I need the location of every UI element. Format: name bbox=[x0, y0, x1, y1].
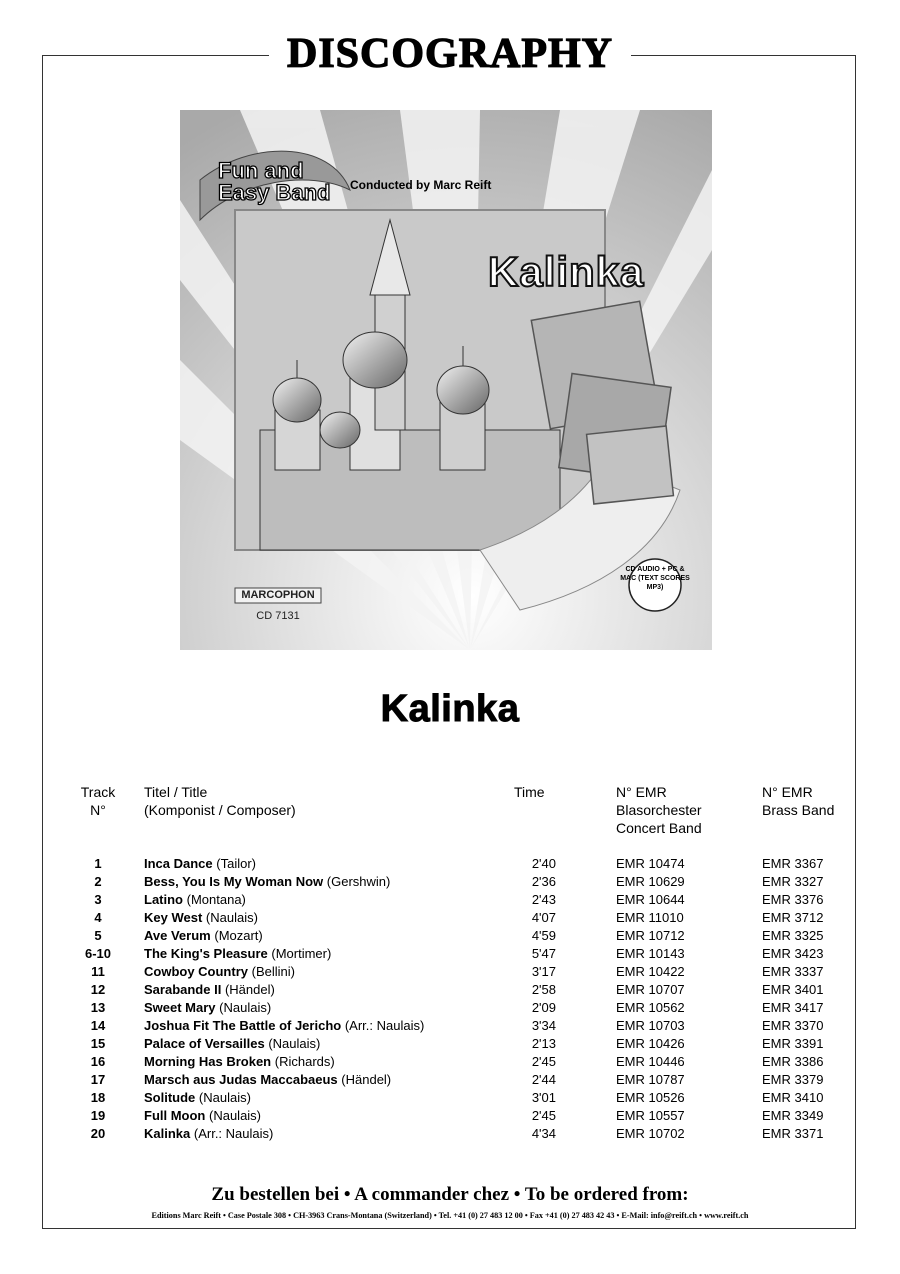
table-row bbox=[0, 1107, 900, 1125]
cover-title: Kalinka bbox=[488, 248, 645, 295]
track-number: 15 bbox=[90, 1036, 106, 1051]
track-title-cell bbox=[144, 981, 275, 999]
track-brass: EMR 3391 bbox=[762, 1036, 824, 1051]
track-title-cell bbox=[144, 1125, 273, 1143]
album-cover bbox=[180, 110, 712, 650]
track-composer: (Montana) bbox=[186, 892, 246, 907]
track-number: 1 bbox=[94, 856, 102, 871]
track-title-cell bbox=[144, 1107, 261, 1125]
track-title: Ave Verum bbox=[144, 928, 211, 943]
track-time: 2'43 bbox=[531, 892, 556, 907]
track-brass: EMR 3349 bbox=[762, 1108, 824, 1123]
track-title-cell bbox=[144, 945, 331, 963]
header-track: Track bbox=[80, 784, 116, 800]
header-brass: N° EMR bbox=[762, 784, 813, 800]
table-row bbox=[0, 981, 900, 999]
track-title: Cowboy Country bbox=[144, 964, 248, 979]
track-title-cell bbox=[144, 891, 246, 909]
track-emr: EMR 10474 bbox=[616, 856, 685, 871]
header-title: Titel / Title bbox=[144, 784, 208, 800]
track-time: 4'07 bbox=[531, 910, 556, 925]
track-title: Key West bbox=[144, 910, 203, 925]
table-row bbox=[0, 927, 900, 945]
header-emr: N° EMR bbox=[616, 784, 667, 800]
track-title-cell bbox=[144, 873, 390, 891]
table-row bbox=[0, 1125, 900, 1143]
track-emr: EMR 10712 bbox=[616, 928, 685, 943]
track-emr: EMR 10526 bbox=[616, 1090, 685, 1105]
track-title-cell bbox=[144, 1089, 251, 1107]
track-emr: EMR 10446 bbox=[616, 1054, 685, 1069]
table-row bbox=[0, 873, 900, 891]
track-number: 16 bbox=[90, 1054, 106, 1069]
track-number: 6-10 bbox=[84, 946, 112, 961]
track-number: 5 bbox=[94, 928, 102, 943]
track-number: 2 bbox=[94, 874, 102, 889]
table-row bbox=[0, 945, 900, 963]
track-title: Sarabande II bbox=[144, 982, 222, 997]
header-composer: (Komponist / Composer) bbox=[144, 802, 296, 818]
track-emr: EMR 10644 bbox=[616, 892, 685, 907]
cover-catalog-number: CD 7131 bbox=[256, 610, 300, 622]
track-time: 2'09 bbox=[531, 1000, 556, 1015]
track-time: 3'34 bbox=[531, 1018, 556, 1033]
table-row bbox=[0, 855, 900, 873]
table-row bbox=[0, 1089, 900, 1107]
track-composer: (Mortimer) bbox=[271, 946, 332, 961]
track-time: 4'34 bbox=[531, 1126, 556, 1141]
header-brass-band: Brass Band bbox=[762, 802, 835, 818]
header-time: Time bbox=[514, 784, 545, 800]
track-emr: EMR 10426 bbox=[616, 1036, 685, 1051]
track-emr: EMR 10787 bbox=[616, 1072, 685, 1087]
track-brass: EMR 3367 bbox=[762, 856, 824, 871]
table-row bbox=[0, 999, 900, 1017]
table-row bbox=[0, 909, 900, 927]
cover-conductor: Conducted by Marc Reift bbox=[350, 178, 492, 192]
cover-series: Fun and Easy Band bbox=[218, 158, 331, 205]
track-emr: EMR 10143 bbox=[616, 946, 685, 961]
track-brass: EMR 3325 bbox=[762, 928, 824, 943]
header-emr-concert: Concert Band bbox=[616, 820, 702, 836]
track-title-cell bbox=[144, 855, 256, 873]
cover-label: MARCOPHON bbox=[241, 589, 315, 601]
table-row bbox=[0, 963, 900, 981]
track-composer: (Händel) bbox=[341, 1072, 392, 1087]
track-composer: (Naulais) bbox=[205, 910, 258, 925]
table-row bbox=[0, 1071, 900, 1089]
track-number: 11 bbox=[91, 964, 105, 979]
track-brass: EMR 3410 bbox=[762, 1090, 824, 1105]
track-emr: EMR 10422 bbox=[616, 964, 685, 979]
track-title-cell bbox=[144, 909, 258, 927]
table-row bbox=[0, 1035, 900, 1053]
track-title: Kalinka bbox=[144, 1126, 191, 1141]
track-composer: (Naulais) bbox=[198, 1090, 251, 1105]
track-composer: (Händel) bbox=[224, 982, 275, 997]
track-title-cell bbox=[144, 927, 263, 945]
track-composer: (Arr.: Naulais) bbox=[344, 1018, 425, 1033]
track-number: 4 bbox=[94, 910, 102, 925]
track-emr: EMR 10562 bbox=[616, 1000, 685, 1015]
track-emr: EMR 10702 bbox=[616, 1126, 685, 1141]
track-number: 3 bbox=[94, 892, 102, 907]
track-emr: EMR 10703 bbox=[616, 1018, 685, 1033]
page-title: DISCOGRAPHY bbox=[269, 26, 631, 82]
track-emr: EMR 10707 bbox=[616, 982, 685, 997]
order-line: Zu bestellen bei • A commander chez • To be ordered from: bbox=[211, 1184, 689, 1205]
track-time: 2'40 bbox=[531, 856, 556, 871]
track-title: Sweet Mary bbox=[144, 1000, 216, 1015]
track-title: Morning Has Broken bbox=[144, 1054, 272, 1069]
track-title: Marsch aus Judas Maccabaeus bbox=[144, 1072, 338, 1087]
track-time: 2'44 bbox=[531, 1072, 556, 1087]
track-emr: EMR 10629 bbox=[616, 874, 685, 889]
header-track-no: N° bbox=[90, 802, 106, 818]
track-title: Bess, You Is My Woman Now bbox=[144, 874, 324, 889]
track-title: Inca Dance bbox=[144, 856, 213, 871]
track-time: 5'47 bbox=[531, 946, 556, 961]
track-brass: EMR 3401 bbox=[762, 982, 824, 997]
track-emr: EMR 11010 bbox=[616, 910, 684, 925]
track-title: The King's Pleasure bbox=[144, 946, 268, 961]
track-composer: (Arr.: Naulais) bbox=[193, 1126, 274, 1141]
table-row bbox=[0, 1053, 900, 1071]
track-brass: EMR 3417 bbox=[762, 1000, 824, 1015]
track-title: Latino bbox=[144, 892, 183, 907]
track-title-cell bbox=[144, 1071, 391, 1089]
track-composer: (Naulais) bbox=[219, 1000, 272, 1015]
track-emr: EMR 10557 bbox=[616, 1108, 685, 1123]
track-composer: (Naulais) bbox=[209, 1108, 262, 1123]
track-title: Joshua Fit The Battle of Jericho bbox=[144, 1018, 342, 1033]
track-time: 2'58 bbox=[531, 982, 556, 997]
track-composer: (Richards) bbox=[274, 1054, 335, 1069]
track-time: 2'45 bbox=[531, 1054, 556, 1069]
track-composer: (Mozart) bbox=[214, 928, 263, 943]
track-title: Full Moon bbox=[144, 1108, 206, 1123]
track-title-cell bbox=[144, 963, 295, 981]
track-number: 19 bbox=[90, 1108, 106, 1123]
track-composer: (Bellini) bbox=[251, 964, 295, 979]
track-time: 4'59 bbox=[531, 928, 556, 943]
publisher-address: Editions Marc Reift • Case Postale 308 • CH-3963 Crans-Montana (Switzerland) • Tel. +41 (0) 27 483 12 00 • Fax +41 (0) 27 483 42 43 • E-Mail: info@reift.ch • www.reift.ch bbox=[151, 1211, 749, 1220]
track-brass: EMR 3327 bbox=[762, 874, 824, 889]
track-title-cell bbox=[144, 1035, 320, 1053]
track-title: Palace of Versailles bbox=[144, 1036, 265, 1051]
track-title-cell bbox=[144, 1053, 335, 1071]
track-composer: (Gershwin) bbox=[326, 874, 391, 889]
track-brass: EMR 3386 bbox=[762, 1054, 824, 1069]
page-title-wrap bbox=[0, 26, 900, 82]
track-brass: EMR 3712 bbox=[762, 910, 824, 925]
track-time: 2'13 bbox=[531, 1036, 556, 1051]
track-brass: EMR 3337 bbox=[762, 964, 824, 979]
table-row bbox=[0, 891, 900, 909]
header-emr-blasorchester: Blasorchester bbox=[616, 802, 702, 818]
track-number: 14 bbox=[90, 1018, 106, 1033]
track-title: Solitude bbox=[144, 1090, 196, 1105]
track-brass: EMR 3370 bbox=[762, 1018, 824, 1033]
track-time: 3'01 bbox=[531, 1090, 556, 1105]
track-time: 2'45 bbox=[531, 1108, 556, 1123]
track-title-cell bbox=[144, 999, 271, 1017]
track-number: 18 bbox=[90, 1090, 106, 1105]
track-title-cell bbox=[144, 1017, 424, 1035]
cd-badge: CD AUDIO + PC & MAC (TEXT SCORES MP3) bbox=[620, 566, 690, 591]
track-time: 2'36 bbox=[531, 874, 556, 889]
track-brass: EMR 3379 bbox=[762, 1072, 824, 1087]
track-time: 3'17 bbox=[531, 964, 556, 979]
track-brass: EMR 3423 bbox=[762, 946, 824, 961]
track-number: 17 bbox=[90, 1072, 106, 1087]
track-composer: (Naulais) bbox=[268, 1036, 321, 1051]
track-composer: (Tailor) bbox=[216, 856, 257, 871]
album-title: Kalinka bbox=[380, 688, 520, 730]
track-brass: EMR 3376 bbox=[762, 892, 824, 907]
track-number: 20 bbox=[90, 1126, 106, 1141]
track-number: 13 bbox=[90, 1000, 106, 1015]
track-brass: EMR 3371 bbox=[762, 1126, 824, 1141]
table-row bbox=[0, 1017, 900, 1035]
track-number: 12 bbox=[90, 982, 106, 997]
